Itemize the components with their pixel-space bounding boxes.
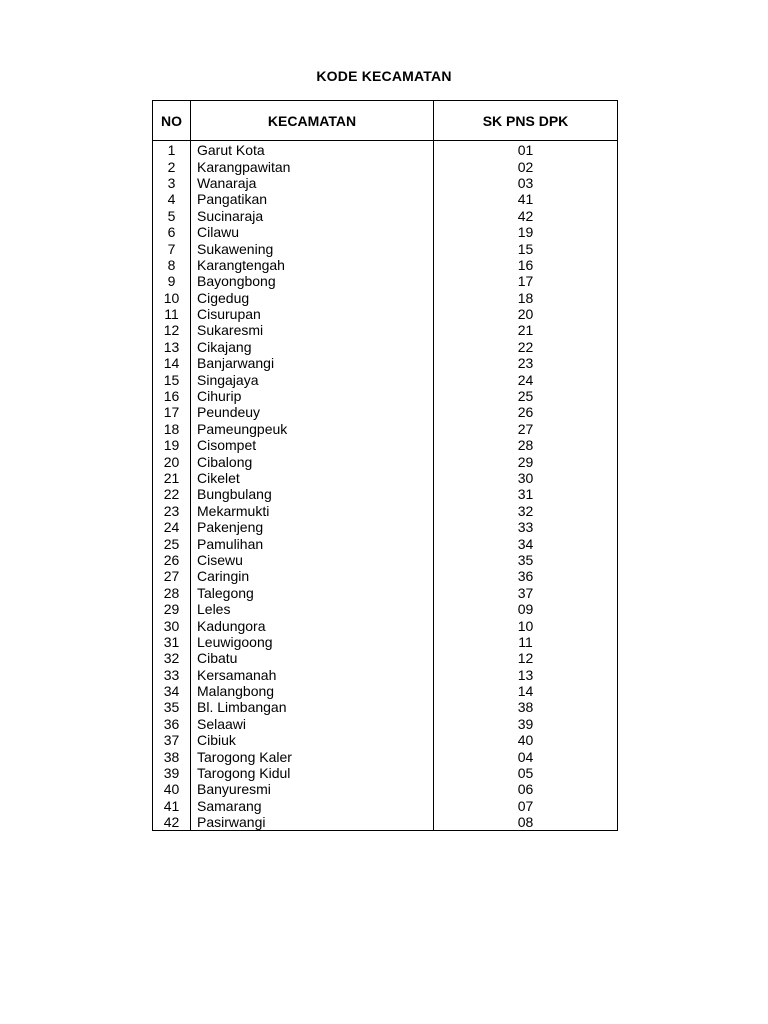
table-row xyxy=(153,798,618,814)
sk-pns-dpk-code-cell: 34 xyxy=(434,535,618,551)
row-number-cell: 27 xyxy=(153,568,191,584)
kecamatan-name-cell: Mekarmukti xyxy=(191,503,434,519)
row-number-cell: 41 xyxy=(153,798,191,814)
sk-pns-dpk-code-cell: 13 xyxy=(434,667,618,683)
sk-pns-dpk-code-cell: 23 xyxy=(434,355,618,371)
column-header-no: NO xyxy=(153,101,191,141)
table-row xyxy=(153,667,618,683)
sk-pns-dpk-code-cell: 32 xyxy=(434,503,618,519)
table-row xyxy=(153,240,618,256)
kecamatan-name-cell: Bungbulang xyxy=(191,486,434,502)
table-row xyxy=(153,585,618,601)
row-number-cell: 34 xyxy=(153,683,191,699)
row-number-cell: 8 xyxy=(153,257,191,273)
row-number-cell: 11 xyxy=(153,306,191,322)
sk-pns-dpk-code-cell: 36 xyxy=(434,568,618,584)
sk-pns-dpk-code-cell: 39 xyxy=(434,716,618,732)
table-row xyxy=(153,601,618,617)
sk-pns-dpk-code-cell: 18 xyxy=(434,290,618,306)
row-number-cell: 12 xyxy=(153,322,191,338)
kecamatan-name-cell: Leuwigoong xyxy=(191,634,434,650)
kecamatan-name-cell: Peundeuy xyxy=(191,404,434,420)
table-row xyxy=(153,683,618,699)
table-row xyxy=(153,371,618,387)
kecamatan-name-cell: Cigedug xyxy=(191,290,434,306)
sk-pns-dpk-code-cell: 41 xyxy=(434,191,618,207)
kecamatan-name-cell: Leles xyxy=(191,601,434,617)
row-number-cell: 39 xyxy=(153,765,191,781)
kecamatan-name-cell: Bl. Limbangan xyxy=(191,699,434,715)
sk-pns-dpk-code-cell: 28 xyxy=(434,437,618,453)
table-row xyxy=(153,699,618,715)
table-row xyxy=(153,224,618,240)
sk-pns-dpk-code-cell: 35 xyxy=(434,552,618,568)
table-row xyxy=(153,437,618,453)
sk-pns-dpk-code-cell: 42 xyxy=(434,208,618,224)
kecamatan-name-cell: Karangtengah xyxy=(191,257,434,273)
row-number-cell: 24 xyxy=(153,519,191,535)
sk-pns-dpk-code-cell: 01 xyxy=(434,141,618,159)
sk-pns-dpk-code-cell: 25 xyxy=(434,388,618,404)
row-number-cell: 35 xyxy=(153,699,191,715)
kecamatan-name-cell: Pamulihan xyxy=(191,535,434,551)
sk-pns-dpk-code-cell: 19 xyxy=(434,224,618,240)
kecamatan-name-cell: Cibalong xyxy=(191,453,434,469)
row-number-cell: 37 xyxy=(153,732,191,748)
sk-pns-dpk-code-cell: 14 xyxy=(434,683,618,699)
table-header-row xyxy=(153,101,618,141)
table-row xyxy=(153,158,618,174)
table-row xyxy=(153,306,618,322)
sk-pns-dpk-code-cell: 22 xyxy=(434,339,618,355)
sk-pns-dpk-code-cell: 03 xyxy=(434,175,618,191)
row-number-cell: 3 xyxy=(153,175,191,191)
kecamatan-name-cell: Pasirwangi xyxy=(191,814,434,831)
table-row xyxy=(153,339,618,355)
row-number-cell: 4 xyxy=(153,191,191,207)
sk-pns-dpk-code-cell: 38 xyxy=(434,699,618,715)
sk-pns-dpk-code-cell: 10 xyxy=(434,617,618,633)
row-number-cell: 18 xyxy=(153,421,191,437)
table-row xyxy=(153,765,618,781)
kecamatan-name-cell: Pangatikan xyxy=(191,191,434,207)
row-number-cell: 5 xyxy=(153,208,191,224)
row-number-cell: 6 xyxy=(153,224,191,240)
sk-pns-dpk-code-cell: 11 xyxy=(434,634,618,650)
sk-pns-dpk-code-cell: 31 xyxy=(434,486,618,502)
sk-pns-dpk-code-cell: 08 xyxy=(434,814,618,831)
kecamatan-name-cell: Samarang xyxy=(191,798,434,814)
table-row xyxy=(153,208,618,224)
row-number-cell: 28 xyxy=(153,585,191,601)
kecamatan-name-cell: Cikajang xyxy=(191,339,434,355)
table-row xyxy=(153,748,618,764)
kecamatan-name-cell: Sukawening xyxy=(191,240,434,256)
row-number-cell: 17 xyxy=(153,404,191,420)
table-row xyxy=(153,273,618,289)
table-row xyxy=(153,814,618,831)
kecamatan-name-cell: Cisompet xyxy=(191,437,434,453)
row-number-cell: 13 xyxy=(153,339,191,355)
kecamatan-name-cell: Cikelet xyxy=(191,470,434,486)
table-row xyxy=(153,141,618,159)
row-number-cell: 32 xyxy=(153,650,191,666)
sk-pns-dpk-code-cell: 20 xyxy=(434,306,618,322)
kecamatan-name-cell: Cibiuk xyxy=(191,732,434,748)
table-row xyxy=(153,781,618,797)
row-number-cell: 14 xyxy=(153,355,191,371)
kecamatan-name-cell: Wanaraja xyxy=(191,175,434,191)
table-row xyxy=(153,617,618,633)
sk-pns-dpk-code-cell: 37 xyxy=(434,585,618,601)
page-title: KODE KECAMATAN xyxy=(316,68,452,84)
table-row xyxy=(153,650,618,666)
row-number-cell: 2 xyxy=(153,158,191,174)
table-row xyxy=(153,453,618,469)
row-number-cell: 16 xyxy=(153,388,191,404)
row-number-cell: 40 xyxy=(153,781,191,797)
row-number-cell: 22 xyxy=(153,486,191,502)
sk-pns-dpk-code-cell: 07 xyxy=(434,798,618,814)
table-row xyxy=(153,634,618,650)
row-number-cell: 33 xyxy=(153,667,191,683)
table-row xyxy=(153,355,618,371)
kecamatan-name-cell: Pameungpeuk xyxy=(191,421,434,437)
kecamatan-name-cell: Singajaya xyxy=(191,371,434,387)
sk-pns-dpk-code-cell: 33 xyxy=(434,519,618,535)
sk-pns-dpk-code-cell: 04 xyxy=(434,748,618,764)
row-number-cell: 38 xyxy=(153,748,191,764)
sk-pns-dpk-code-cell: 15 xyxy=(434,240,618,256)
row-number-cell: 31 xyxy=(153,634,191,650)
sk-pns-dpk-code-cell: 29 xyxy=(434,453,618,469)
column-header-kecamatan: KECAMATAN xyxy=(191,101,434,141)
table-row xyxy=(153,552,618,568)
kecamatan-name-cell: Selaawi xyxy=(191,716,434,732)
row-number-cell: 19 xyxy=(153,437,191,453)
sk-pns-dpk-code-cell: 21 xyxy=(434,322,618,338)
sk-pns-dpk-code-cell: 05 xyxy=(434,765,618,781)
table-row xyxy=(153,421,618,437)
table-row xyxy=(153,503,618,519)
kecamatan-name-cell: Karangpawitan xyxy=(191,158,434,174)
table-row xyxy=(153,535,618,551)
sk-pns-dpk-code-cell: 16 xyxy=(434,257,618,273)
kecamatan-name-cell: Cilawu xyxy=(191,224,434,240)
row-number-cell: 26 xyxy=(153,552,191,568)
table-row xyxy=(153,388,618,404)
table-row xyxy=(153,404,618,420)
row-number-cell: 10 xyxy=(153,290,191,306)
kecamatan-name-cell: Tarogong Kaler xyxy=(191,748,434,764)
table-row xyxy=(153,175,618,191)
table-row xyxy=(153,732,618,748)
kecamatan-name-cell: Banyuresmi xyxy=(191,781,434,797)
row-number-cell: 30 xyxy=(153,617,191,633)
kecamatan-name-cell: Garut Kota xyxy=(191,141,434,159)
table-row xyxy=(153,716,618,732)
sk-pns-dpk-code-cell: 27 xyxy=(434,421,618,437)
kecamatan-name-cell: Cihurip xyxy=(191,388,434,404)
kecamatan-name-cell: Caringin xyxy=(191,568,434,584)
row-number-cell: 9 xyxy=(153,273,191,289)
kecamatan-name-cell: Cisewu xyxy=(191,552,434,568)
sk-pns-dpk-code-cell: 40 xyxy=(434,732,618,748)
row-number-cell: 29 xyxy=(153,601,191,617)
table-row xyxy=(153,470,618,486)
table-row xyxy=(153,290,618,306)
row-number-cell: 21 xyxy=(153,470,191,486)
row-number-cell: 20 xyxy=(153,453,191,469)
sk-pns-dpk-code-cell: 17 xyxy=(434,273,618,289)
table-row xyxy=(153,519,618,535)
sk-pns-dpk-code-cell: 09 xyxy=(434,601,618,617)
sk-pns-dpk-code-cell: 06 xyxy=(434,781,618,797)
table-row xyxy=(153,568,618,584)
table-row xyxy=(153,191,618,207)
sk-pns-dpk-code-cell: 12 xyxy=(434,650,618,666)
sk-pns-dpk-code-cell: 26 xyxy=(434,404,618,420)
kecamatan-code-table xyxy=(152,100,618,831)
kecamatan-name-cell: Sukaresmi xyxy=(191,322,434,338)
row-number-cell: 42 xyxy=(153,814,191,831)
kecamatan-name-cell: Tarogong Kidul xyxy=(191,765,434,781)
kecamatan-name-cell: Sucinaraja xyxy=(191,208,434,224)
row-number-cell: 36 xyxy=(153,716,191,732)
table-body xyxy=(153,141,618,831)
row-number-cell: 23 xyxy=(153,503,191,519)
kecamatan-name-cell: Malangbong xyxy=(191,683,434,699)
kecamatan-name-cell: Cisurupan xyxy=(191,306,434,322)
sk-pns-dpk-code-cell: 02 xyxy=(434,158,618,174)
row-number-cell: 1 xyxy=(153,141,191,159)
table-row xyxy=(153,486,618,502)
sk-pns-dpk-code-cell: 30 xyxy=(434,470,618,486)
kecamatan-name-cell: Banjarwangi xyxy=(191,355,434,371)
row-number-cell: 7 xyxy=(153,240,191,256)
kecamatan-name-cell: Cibatu xyxy=(191,650,434,666)
table-row xyxy=(153,257,618,273)
row-number-cell: 25 xyxy=(153,535,191,551)
column-header-sk-pns-dpk: SK PNS DPK xyxy=(434,101,618,141)
row-number-cell: 15 xyxy=(153,371,191,387)
kecamatan-name-cell: Talegong xyxy=(191,585,434,601)
kecamatan-name-cell: Kadungora xyxy=(191,617,434,633)
kecamatan-name-cell: Bayongbong xyxy=(191,273,434,289)
sk-pns-dpk-code-cell: 24 xyxy=(434,371,618,387)
table-row xyxy=(153,322,618,338)
kecamatan-name-cell: Pakenjeng xyxy=(191,519,434,535)
kecamatan-name-cell: Kersamanah xyxy=(191,667,434,683)
